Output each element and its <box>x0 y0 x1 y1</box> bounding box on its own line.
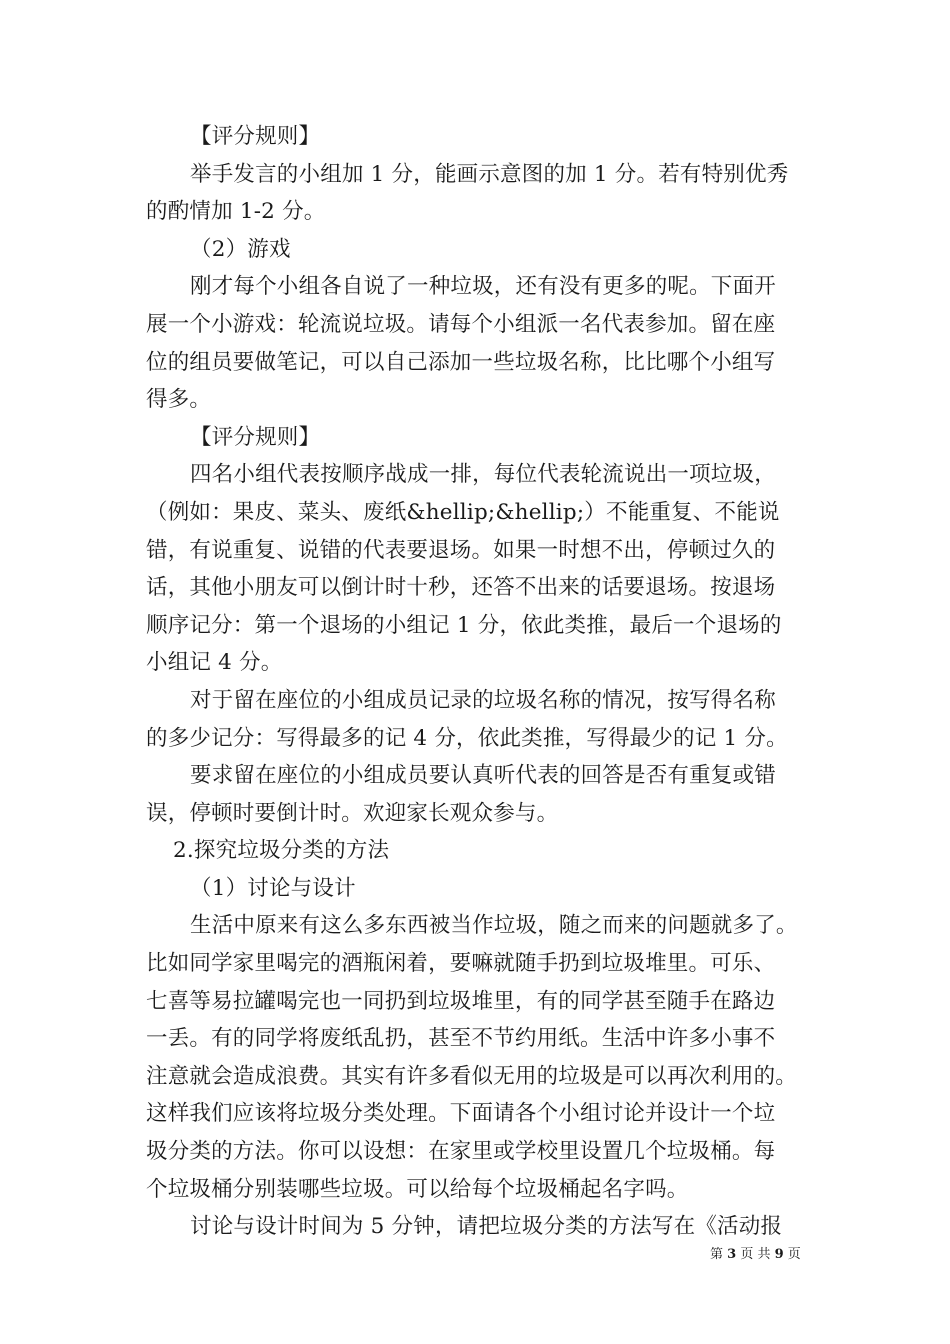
paragraph-line: 注意就会造成浪费。其实有许多看似无用的垃圾是可以再次利用的。 <box>146 1063 798 1089</box>
paragraph-line: 举手发言的小组加 1 分，能画示意图的加 1 分。若有特别优秀 <box>190 161 789 187</box>
paragraph-line: 得多。 <box>146 387 212 413</box>
paragraph-line: 个垃圾桶分别装哪些垃圾。可以给每个垃圾桶起名字吗。 <box>146 1176 689 1202</box>
paragraph-line: 误，停顿时要倒计时。欢迎家长观众参与。 <box>146 800 559 826</box>
paragraph-line: 错，有说重复、说错的代表要退场。如果一时想不出，停顿过久的 <box>146 537 776 563</box>
paragraph-line: 四名小组代表按顺序战成一排，每位代表轮流说出一项垃圾， <box>190 462 776 488</box>
paragraph-line: 展一个小游戏：轮流说垃圾。请每个小组派一名代表参加。留在座 <box>146 311 776 337</box>
section-heading-scoring-rules: 【评分规则】 <box>190 424 321 450</box>
section-heading-scoring-rules: 【评分规则】 <box>190 124 321 149</box>
subheading-discuss-design: （1）讨论与设计 <box>190 875 356 901</box>
paragraph-line: 七喜等易拉罐喝完也一同扔到垃圾堆里，有的同学甚至随手在路边 <box>146 988 776 1014</box>
footer-prefix: 第 <box>710 1247 728 1262</box>
paragraph-line: 讨论与设计时间为 5 分钟，请把垃圾分类的方法写在《活动报 <box>190 1214 783 1240</box>
paragraph-line: （例如：果皮、菜头、废纸&hellip;&hellip;）不能重复、不能说 <box>146 499 780 525</box>
paragraph-line: 的酌情加 1-2 分。 <box>146 199 326 225</box>
paragraph-line: 圾分类的方法。你可以设想：在家里或学校里设置几个垃圾桶。每 <box>146 1139 776 1165</box>
paragraph-line: 一丢。有的同学将废纸乱扔，甚至不节约用纸。生活中许多小事不 <box>146 1026 776 1052</box>
paragraph-line: 这样我们应该将垃圾分类处理。下面请各个小组讨论并设计一个垃 <box>146 1101 776 1127</box>
page-footer <box>710 1246 801 1264</box>
section-heading-explore-sorting: 2.探究垃圾分类的方法 <box>173 838 390 864</box>
document-body <box>146 118 810 1246</box>
footer-middle: 页 共 <box>736 1247 775 1262</box>
footer-suffix: 页 <box>783 1247 801 1262</box>
paragraph-line: 位的组员要做笔记，可以自己添加一些垃圾名称，比比哪个小组写 <box>146 349 776 375</box>
total-pages-number: 9 <box>774 1247 784 1262</box>
paragraph-line: 刚才每个小组各自说了一种垃圾，还有没有更多的呢。下面开 <box>190 274 776 300</box>
paragraph-line: 要求留在座位的小组成员要认真听代表的回答是否有重复或错 <box>190 763 776 789</box>
paragraph-line: 比如同学家里喝完的酒瓶闲着，要嘛就随手扔到垃圾堆里。可乐、 <box>146 951 776 977</box>
paragraph-line: 话，其他小朋友可以倒计时十秒，还答不出来的话要退场。按退场 <box>146 575 776 601</box>
paragraph-line: 小组记 4 分。 <box>146 650 283 676</box>
current-page-number: 3 <box>727 1247 737 1262</box>
subheading-game: （2）游戏 <box>190 236 291 262</box>
paragraph-line: 的多少记分：写得最多的记 4 分，依此类推，写得最少的记 1 分。 <box>146 725 788 751</box>
paragraph-line: 顺序记分：第一个退场的小组记 1 分，依此类推，最后一个退场的 <box>146 612 782 638</box>
paragraph-line: 对于留在座位的小组成员记录的垃圾名称的情况，按写得名称 <box>190 687 776 713</box>
paragraph-line: 生活中原来有这么多东西被当作垃圾，随之而来的问题就多了。 <box>190 913 798 939</box>
